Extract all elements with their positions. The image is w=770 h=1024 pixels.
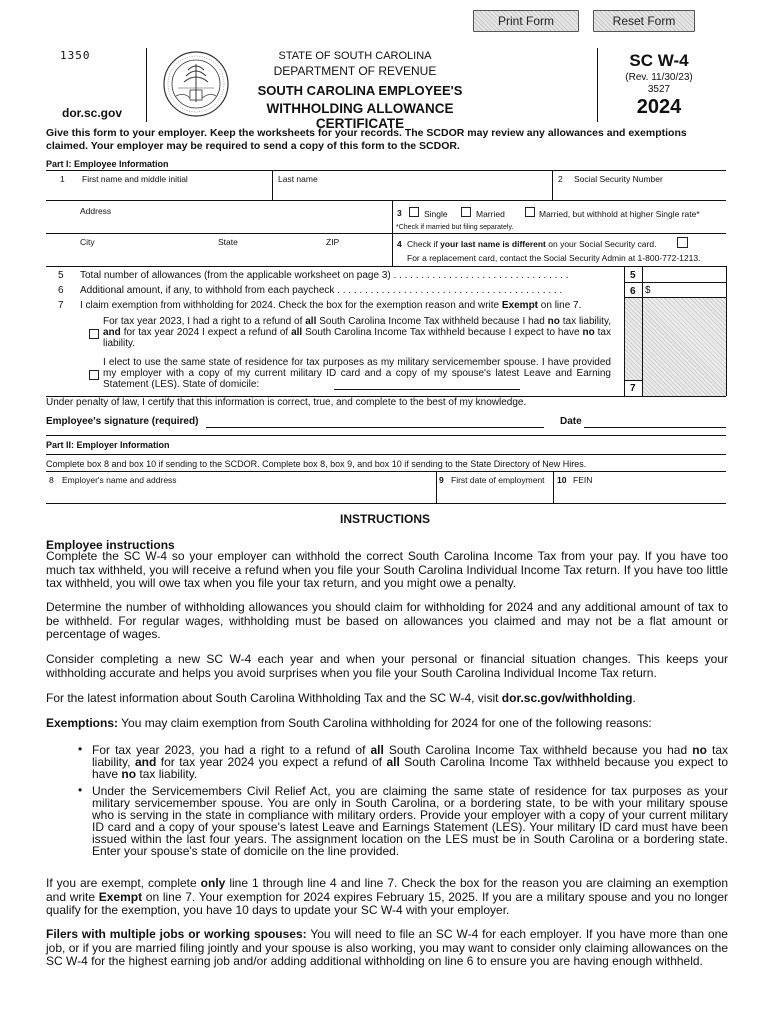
b1-i: South Carolina Income Tax withheld because you expect to have (92, 755, 728, 781)
date-label: Date (560, 416, 582, 427)
instructions-p6 (46, 928, 728, 969)
married-higher-rate-label: Married, but withhold at higher Single rate* (539, 209, 700, 219)
last-name-label: Last name (278, 174, 318, 184)
b1-k: tax liability. (136, 767, 198, 781)
multiple-jobs-text: You will need to file an SC W-4 for each employer. If you have more than one job, or if you are married filing jointly and your spouse is also working, you may want to consider only claiming allowances on the SC W-4 for the highest earning job and/or adding additional withholding on line 6 to ensure you are having enough withheld. (46, 927, 728, 968)
ssn-input[interactable] (556, 185, 724, 198)
exemption2-text: I elect to use the same state of residence for tax purposes as my military servicemember spouse. I have provided my employer with a copy of my current military ID card and a copy of my spouse's latest Leave and Earning Statement (LES). State of domicile: (103, 357, 611, 390)
zip-label: ZIP (326, 237, 340, 247)
line1-num: 1 (60, 174, 65, 184)
p5-a: If you are exempt, complete (46, 876, 201, 890)
married-higher-rate-checkbox[interactable] (525, 207, 535, 217)
single-checkbox[interactable] (409, 207, 419, 217)
box8-num: 8 (49, 475, 54, 485)
p5-e: on line 7. Your exemption for 2024 expires February 15, 2025. If you are a military spouse and you no longer qualify for the exemption, you have 10 days to update your SC W-4 with your employer. (46, 889, 728, 917)
instructions-p1: Complete the SC W-4 so your employer can withhold the correct South Carolina Income Tax from your pay. If you have too much tax withheld, you will receive a refund when you file your South Carolina Individual Income Tax return. If you have too little tax withheld, you will owe tax when you file your tax return, and you might owe a penalty. (46, 549, 728, 590)
title-line1: SOUTH CAROLINA EMPLOYEE'S (257, 83, 463, 98)
b1-e: tax liability, (92, 743, 728, 769)
p5-d: Exempt (98, 889, 143, 904)
part2-title: Part II: Employer Information (46, 440, 170, 450)
line5-num: 5 (58, 270, 64, 281)
dept-line: DEPARTMENT OF REVENUE (273, 64, 437, 78)
first-date-input[interactable] (440, 488, 550, 500)
form-code: 1350 (60, 49, 91, 62)
single-label: Single (424, 209, 448, 219)
first-name-label: First name and middle initial (82, 174, 188, 184)
multiple-jobs-label: Filers with multiple jobs or working spouses: (46, 927, 307, 941)
date-input[interactable] (586, 414, 724, 426)
penalty-statement: Under penalty of law, I certify that this information is correct, true, and complete to the best of my knowledge. (46, 397, 527, 408)
employer-input[interactable] (60, 488, 432, 500)
line7-label (80, 300, 581, 311)
line2-num: 2 (558, 174, 563, 184)
employee-instructions-heading: Employee instructions (46, 538, 175, 552)
line4-post: on your Social Security card. (545, 239, 657, 249)
title-line2: WITHHOLDING ALLOWANCE CERTIFICATE (266, 101, 454, 131)
bullet-1: • (78, 742, 83, 756)
line7-pre: I claim exemption from withholding for 2024. Check the box for the exemption reason and write (80, 300, 502, 311)
married-checkbox[interactable] (461, 207, 471, 217)
ex1-e: tax liability, (559, 316, 611, 327)
ex1-g: for tax year 2024 I expect a refund of (120, 327, 292, 338)
ex1-d: no (547, 316, 560, 327)
state-label: State (218, 237, 238, 247)
box6-num: 6 (630, 286, 636, 297)
reset-form-button[interactable]: Reset Form (593, 10, 695, 32)
revision: (Rev. 11/30/23) (625, 72, 693, 83)
instructions-heading: INSTRUCTIONS (340, 512, 430, 526)
state-seal-icon (160, 50, 232, 118)
ex1-c: South Carolina Income Tax withheld because I had (316, 316, 548, 327)
b1-c: South Carolina Income Tax withheld because you had (383, 743, 693, 757)
instructions-bullet2: Under the Servicemembers Civil Relief Act, you are claiming the same state of residence for tax purposes as your military servicemember spouse. You are only in South Carolina, or a bordering state, to be with your military spouse who is serving in the state in compliance with military orders. Provide your employer with a copy of your current military ID card and a copy of your spouse's latest Leave and Earnings Statement (LES). Your military ID card must have been issued within the last four years. The assignment location on the LES must be in South Carolina or a bordering state. Enter your spouse's state of domicile on the line provided. (92, 784, 728, 858)
form-year: 2024 (636, 96, 682, 118)
last-name-different-checkbox[interactable] (677, 237, 688, 248)
instructions-p5 (46, 877, 728, 918)
line7-bold: Exempt (501, 300, 539, 311)
state-line: STATE OF SOUTH CAROLINA (278, 50, 432, 62)
state-of-domicile-input[interactable] (336, 378, 518, 389)
line7-post: on line 7. (538, 300, 582, 311)
line3-num: 3 (397, 208, 402, 218)
allowances-input[interactable] (645, 268, 724, 281)
line7-num: 7 (58, 300, 64, 311)
b1-h: all (386, 755, 400, 769)
address-label: Address (80, 206, 112, 216)
state-input[interactable] (216, 249, 316, 261)
revision-number: 3527 (647, 84, 671, 95)
employer-label: Employer's name and address (62, 475, 177, 485)
p4-pre: For the latest information about South Carolina Withholding Tax and the SC W-4, visit (46, 691, 502, 705)
p5-b: only (200, 876, 226, 890)
exemption1-text (103, 316, 611, 349)
exemptions-label: Exemptions: (46, 716, 119, 730)
bullet-2: • (78, 783, 83, 797)
part2-note: Complete box 8 and box 10 if sending to the SCDOR. Complete box 8, box 9, and box 10 if sending to the State Directory of New Hires. (46, 459, 587, 469)
box9-num: 9 (439, 475, 444, 485)
married-label: Married (476, 209, 505, 219)
box5-num: 5 (630, 270, 636, 281)
website: dor.sc.gov (62, 106, 123, 120)
b1-j: no (121, 767, 137, 781)
exempt-input[interactable] (645, 382, 724, 395)
intro-text: Give this form to your employer. Keep the worksheets for your records. The SCDOR may review any allowances and exemptions claimed. Your employer may be required to send a copy of this form to the SCDOR. (46, 127, 687, 152)
ssn-label: Social Security Number (574, 174, 663, 184)
first-name-input[interactable] (80, 185, 268, 198)
box10-num: 10 (557, 475, 567, 485)
line6-label: Additional amount, if any, to withhold from each paycheck . . . . . . . . . . . . . . . . . . . . . . . . . . . . . . . . . . . . . . . . . (80, 285, 563, 296)
instructions-p2: Determine the number of withholding allowances you should claim for withholding for 2024 and any additional amount of tax to be withheld. For regular wages, withholding must be based on allowances you claimed and may not be a flat amount or percentage of wages. (46, 600, 728, 641)
line4-label (407, 239, 656, 249)
line4-num: 4 (397, 239, 402, 249)
dollar-sign: $ (645, 285, 651, 296)
city-label: City (80, 237, 95, 247)
ex1-i: South Carolina Income Tax withheld because I expect to have (302, 327, 583, 338)
address-input[interactable] (80, 217, 386, 229)
ex1-a: For tax year 2023, I had a right to a refund of (103, 316, 306, 327)
exemptions-text: You may claim exemption from South Carolina withholding for 2024 for one of the following reasons: (118, 716, 652, 730)
exemption2-checkbox[interactable] (89, 370, 99, 380)
ex1-b: all (305, 316, 317, 327)
p5-c: line 1 through line 4 and line 7. Check the box for the reason you are claiming an exemption and write (46, 876, 729, 904)
b1-b: all (370, 743, 384, 757)
instructions-exemptions (46, 717, 728, 731)
instructions-bullet1 (92, 744, 728, 780)
ex1-j: no (582, 327, 595, 338)
zip-input[interactable] (324, 249, 388, 261)
b1-f: and (134, 755, 157, 769)
additional-amount-input[interactable] (654, 284, 724, 297)
first-date-label: First date of employment (451, 475, 545, 485)
signature-label: Employee's signature (required) (46, 416, 199, 427)
fein-label: FEIN (573, 475, 593, 485)
married-note: *Check if married but filing separately. (396, 224, 514, 231)
p4-post: . (632, 691, 636, 705)
b1-d: no (692, 743, 707, 757)
line4-note: For a replacement card, contact the Social Security Admin at 1-800-772-1213. (407, 253, 701, 263)
ex1-f: and (103, 327, 121, 338)
ex1-k: tax liability. (103, 327, 611, 349)
box7-num: 7 (630, 383, 636, 394)
instructions-p4 (46, 692, 728, 706)
b1-a: For tax year 2023, you had a right to a refund of (92, 743, 371, 757)
city-input[interactable] (80, 249, 210, 261)
line4-pre: Check if (407, 239, 441, 249)
part1-title: Part I: Employee Information (46, 159, 169, 169)
ex1-h: all (291, 327, 303, 338)
line5-label: Total number of allowances (from the applicable worksheet on page 3) . . . . . . . . . . . . . . . . . . . . . . . . . . . . . . . . (80, 270, 569, 281)
exemption1-checkbox[interactable] (89, 329, 99, 339)
print-form-button[interactable]: Print Form (473, 10, 579, 32)
withholding-link[interactable]: dor.sc.gov/withholding (501, 691, 633, 705)
instructions-p3: Consider completing a new SC W-4 each year and when your personal or financial situation changes. This keeps your withholding accurate and helps you avoid surprises when you file your South Carolina Individual Income Tax return. (46, 652, 728, 680)
b1-g: for tax year 2024 you expect a refund of (156, 755, 387, 769)
form-id: SC W-4 (629, 51, 689, 70)
line4-bold: your last name is different (440, 239, 546, 249)
signature-input[interactable] (208, 414, 542, 426)
fein-input[interactable] (558, 488, 724, 500)
line6-num: 6 (58, 285, 64, 296)
last-name-input[interactable] (276, 185, 548, 198)
